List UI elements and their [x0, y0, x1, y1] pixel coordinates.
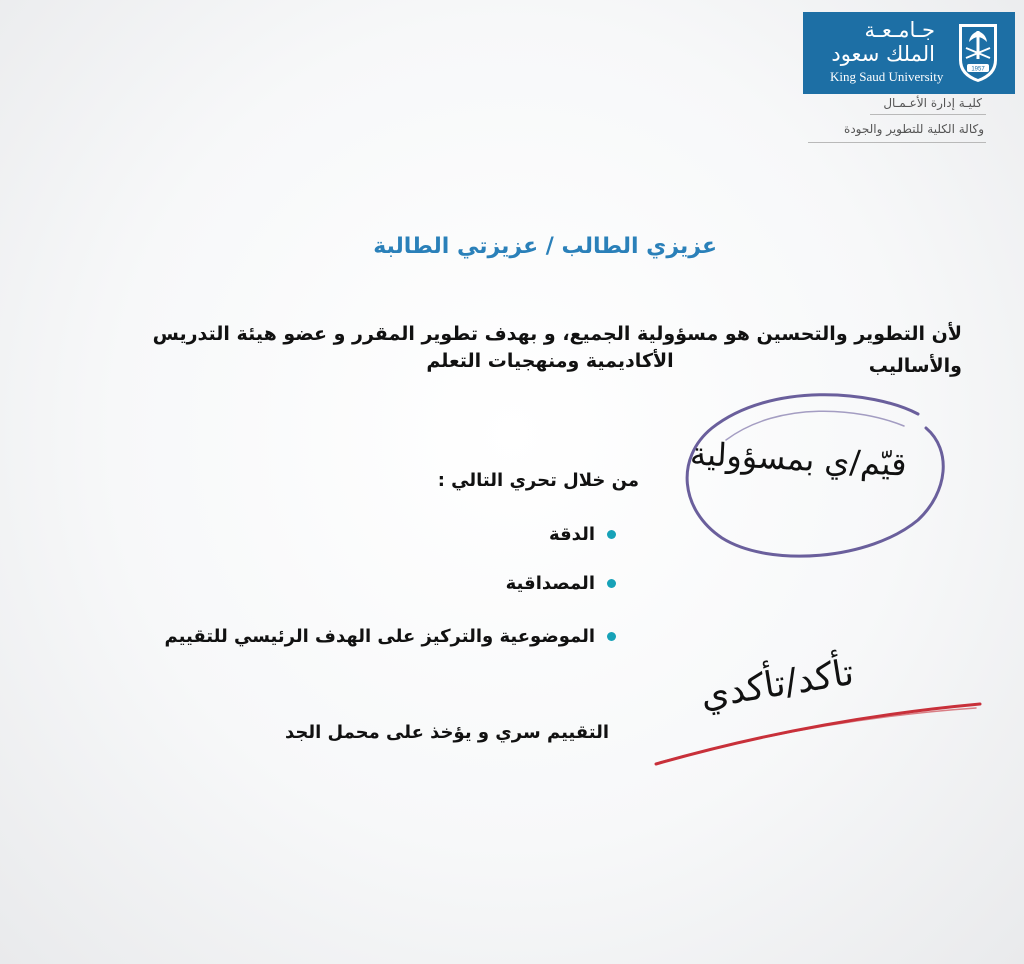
- criteria-item-objectivity: الموضوعية والتركيز على الهدف الرئيسي للتقييم: [164, 626, 595, 647]
- confidentiality-note: التقييم سري و يؤخذ على محمل الجد: [284, 722, 609, 743]
- emblem-year: 1957: [971, 66, 985, 73]
- list-item: [506, 573, 616, 594]
- criteria-lead: من خلال تحري التالي :: [437, 470, 639, 491]
- bullet-icon: [607, 632, 616, 641]
- university-logo: [803, 12, 1015, 94]
- make-sure-callout: تأكد/تأكدي: [697, 652, 857, 717]
- intro-line-2: الأكاديمية ومنهجيات التعلم: [426, 350, 674, 372]
- page-title: عزيزي الطالب / عزيزتي الطالبة: [373, 234, 717, 259]
- vice-deanship-name: وكالة الكلية للتطوير والجودة: [844, 122, 984, 136]
- university-name-en: King Saud University: [830, 69, 944, 84]
- divider: [870, 114, 986, 115]
- list-item: [549, 524, 616, 545]
- university-name-ar-line1: جـامـعـة: [864, 18, 935, 42]
- intro-line-1: لأن التطوير والتحسين هو مسؤولية الجميع، و بهدف تطوير المقرر و عضو هيئة التدريس والأساليب: [152, 323, 962, 377]
- bullet-icon: [607, 530, 616, 539]
- university-emblem-icon: [955, 22, 1001, 84]
- red-underline: [650, 700, 990, 780]
- list-item: [165, 626, 616, 647]
- bullet-icon: [607, 579, 616, 588]
- divider: [808, 142, 986, 143]
- evaluate-responsibly-callout: قيّم/ي بمسؤولية: [689, 434, 908, 484]
- university-name-ar-line2: الملك سعود: [831, 42, 935, 66]
- college-name: كليـة إدارة الأعـمـال: [883, 96, 982, 110]
- criteria-item-credibility: المصداقية: [505, 573, 595, 594]
- criteria-item-accuracy: الدقة: [548, 524, 595, 545]
